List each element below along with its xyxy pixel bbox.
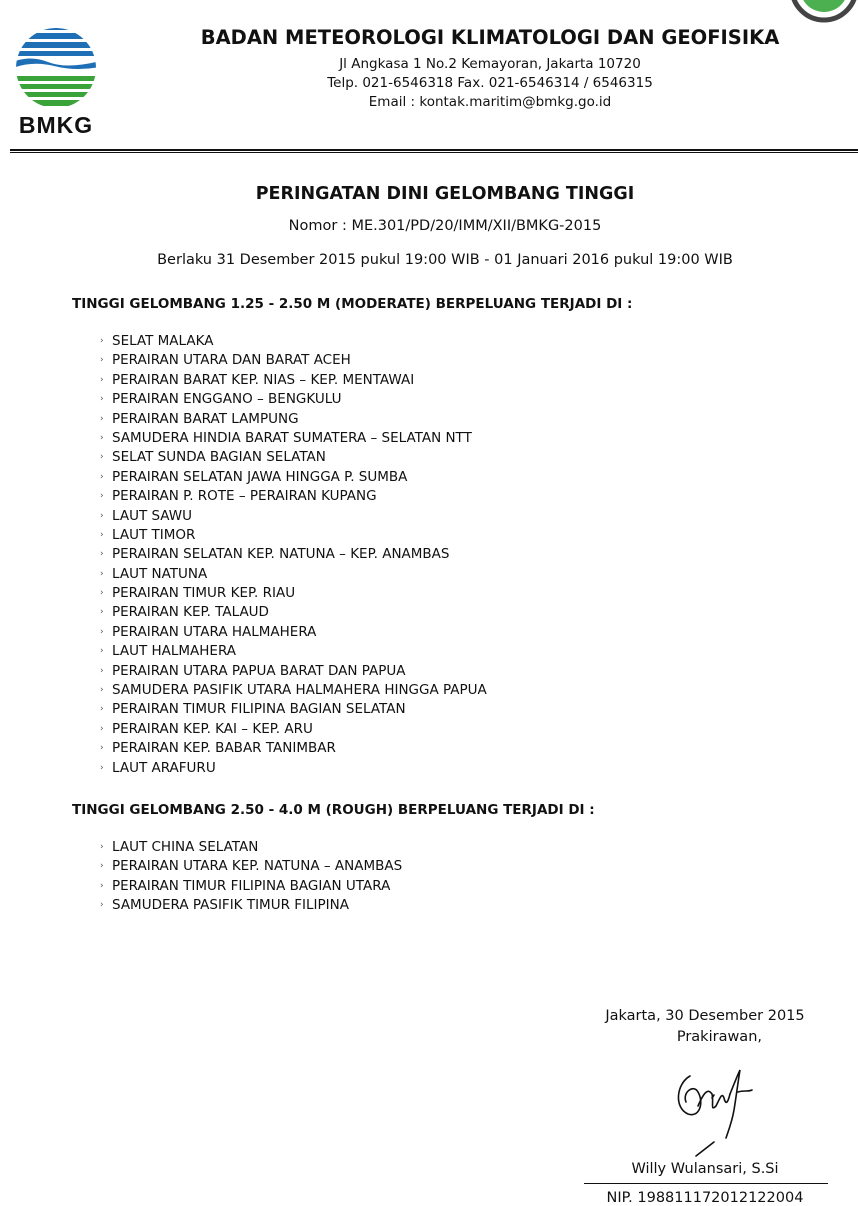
- bullet-icon: ›: [100, 549, 104, 560]
- bullet-icon: ›: [100, 394, 104, 405]
- list-item: [100, 681, 487, 700]
- list-item: [100, 429, 487, 448]
- list-item-label: SAMUDERA PASIFIK TIMUR FILIPINA: [112, 897, 349, 914]
- section-heading-rough: TINGGI GELOMBANG 2.50 - 4.0 M (ROUGH) BERPELUANG TERJADI DI :: [72, 802, 595, 818]
- list-item-label: PERAIRAN KEP. KAI – KEP. ARU: [112, 720, 313, 737]
- list-item-label: LAUT HALMAHERA: [112, 643, 237, 660]
- list-item: [100, 565, 487, 584]
- list-item: [100, 877, 402, 896]
- bullet-icon: ›: [100, 568, 104, 579]
- list-item: [100, 545, 487, 564]
- area-list-rough: [100, 838, 402, 916]
- list-item-label: PERAIRAN TIMUR FILIPINA BAGIAN UTARA: [112, 877, 391, 894]
- bullet-icon: ›: [100, 762, 104, 773]
- bullet-icon: ›: [100, 491, 104, 502]
- bullet-icon: ›: [100, 880, 104, 891]
- corner-badge-icon: [786, 0, 858, 26]
- bullet-icon: ›: [100, 646, 104, 657]
- bullet-icon: ›: [100, 374, 104, 385]
- bullet-icon: ›: [100, 607, 104, 618]
- section-heading-moderate: TINGGI GELOMBANG 1.25 - 2.50 M (MODERATE) BERPELUANG TERJADI DI :: [72, 296, 633, 312]
- list-item: [100, 896, 402, 915]
- address: Jl Angkasa 1 No.2 Kemayoran, Jakarta 10720: [339, 56, 641, 72]
- document-title: PERINGATAN DINI GELOMBANG TINGGI: [255, 184, 635, 204]
- list-item-label: SAMUDERA HINDIA BARAT SUMATERA – SELATAN NTT: [112, 429, 472, 446]
- list-item-label: PERAIRAN ENGGANO – BENGKULU: [112, 391, 342, 408]
- list-item-label: SELAT SUNDA BAGIAN SELATAN: [112, 449, 326, 466]
- signer-role: Prakirawan,: [676, 1029, 762, 1045]
- list-item-label: PERAIRAN P. ROTE – PERAIRAN KUPANG: [112, 488, 377, 505]
- list-item: [100, 700, 487, 719]
- signer-nip: NIP. 198811172012122004: [606, 1190, 804, 1206]
- list-item: [100, 410, 487, 429]
- list-item-label: PERAIRAN TIMUR FILIPINA BAGIAN SELATAN: [112, 701, 406, 718]
- list-item-label: PERAIRAN KEP. TALAUD: [112, 604, 269, 621]
- list-item-label: PERAIRAN KEP. BABAR TANIMBAR: [112, 740, 336, 757]
- organization-name: BADAN METEOROLOGI KLIMATOLOGI DAN GEOFISIKA: [200, 26, 780, 49]
- list-item: [100, 390, 487, 409]
- document-number: Nomor : ME.301/PD/20/IMM/XII/BMKG-2015: [288, 218, 602, 234]
- bullet-icon: ›: [100, 685, 104, 696]
- bullet-icon: ›: [100, 336, 104, 346]
- bullet-icon: ›: [100, 529, 104, 540]
- bullet-icon: ›: [100, 665, 104, 676]
- list-item: [100, 526, 487, 545]
- header-divider: [10, 149, 858, 151]
- bullet-icon: ›: [100, 723, 104, 734]
- list-item-label: LAUT ARAFURU: [112, 759, 216, 776]
- bullet-icon: ›: [100, 510, 104, 521]
- logo-text: BMKG: [18, 112, 94, 138]
- list-item: [100, 603, 487, 622]
- list-item: [100, 507, 487, 526]
- signature-divider: [584, 1183, 828, 1184]
- bullet-icon: ›: [100, 471, 104, 482]
- bullet-icon: ›: [100, 413, 104, 424]
- list-item-label: PERAIRAN SELATAN KEP. NATUNA – KEP. ANAMBAS: [112, 546, 450, 563]
- bullet-icon: ›: [100, 452, 104, 463]
- list-item: [100, 487, 487, 506]
- list-item-label: PERAIRAN BARAT LAMPUNG: [112, 410, 299, 427]
- place-date: Jakarta, 30 Desember 2015: [605, 1008, 805, 1024]
- validity-period: Berlaku 31 Desember 2015 pukul 19:00 WIB - 01 Januari 2016 pukul 19:00 WIB: [157, 252, 733, 268]
- list-item-label: PERAIRAN UTARA HALMAHERA: [112, 623, 317, 640]
- bullet-icon: ›: [100, 900, 104, 911]
- list-item: [100, 584, 487, 603]
- list-item-label: SAMUDERA PASIFIK UTARA HALMAHERA HINGGA PAPUA: [112, 682, 487, 699]
- bmkg-logo-icon: [8, 20, 104, 138]
- list-item: [100, 623, 487, 642]
- list-item: [100, 662, 487, 681]
- list-item-label: LAUT NATUNA: [112, 565, 208, 582]
- list-item-label: PERAIRAN UTARA DAN BARAT ACEH: [112, 352, 351, 369]
- header-divider-thin: [10, 152, 858, 153]
- list-item-label: LAUT SAWU: [112, 507, 193, 524]
- bullet-icon: ›: [100, 626, 104, 637]
- list-item-label: SELAT MALAKA: [112, 333, 214, 349]
- list-item-label: LAUT CHINA SELATAN: [112, 839, 259, 855]
- list-item-label: PERAIRAN SELATAN JAWA HINGGA P. SUMBA: [112, 468, 408, 485]
- bullet-icon: ›: [100, 842, 104, 852]
- area-list-moderate: [100, 332, 487, 778]
- list-item: [100, 332, 487, 351]
- bullet-icon: ›: [100, 588, 104, 599]
- list-item: [100, 448, 487, 467]
- list-item: [100, 371, 487, 390]
- email: Email : kontak.maritim@bmkg.go.id: [368, 94, 612, 110]
- signer-name: Willy Wulansari, S.Si: [631, 1161, 779, 1177]
- list-item: [100, 759, 487, 778]
- bullet-icon: ›: [100, 355, 104, 366]
- list-item-label: PERAIRAN UTARA PAPUA BARAT DAN PAPUA: [112, 662, 406, 679]
- list-item: [100, 351, 487, 370]
- list-item-label: LAUT TIMOR: [112, 526, 196, 543]
- list-item-label: PERAIRAN BARAT KEP. NIAS – KEP. MENTAWAI: [112, 371, 415, 388]
- list-item: [100, 739, 487, 758]
- bullet-icon: ›: [100, 743, 104, 754]
- phone-fax: Telp. 021-6546318 Fax. 021-6546314 / 6546315: [327, 75, 653, 91]
- list-item: [100, 642, 487, 661]
- list-item: [100, 720, 487, 739]
- list-item: [100, 857, 402, 876]
- list-item: [100, 468, 487, 487]
- list-item-label: PERAIRAN TIMUR KEP. RIAU: [112, 585, 296, 602]
- bullet-icon: ›: [100, 861, 104, 872]
- bullet-icon: ›: [100, 704, 104, 715]
- signature-icon: [668, 1062, 758, 1158]
- list-item: [100, 838, 402, 857]
- list-item-label: PERAIRAN UTARA KEP. NATUNA – ANAMBAS: [112, 858, 403, 875]
- bullet-icon: ›: [100, 432, 104, 443]
